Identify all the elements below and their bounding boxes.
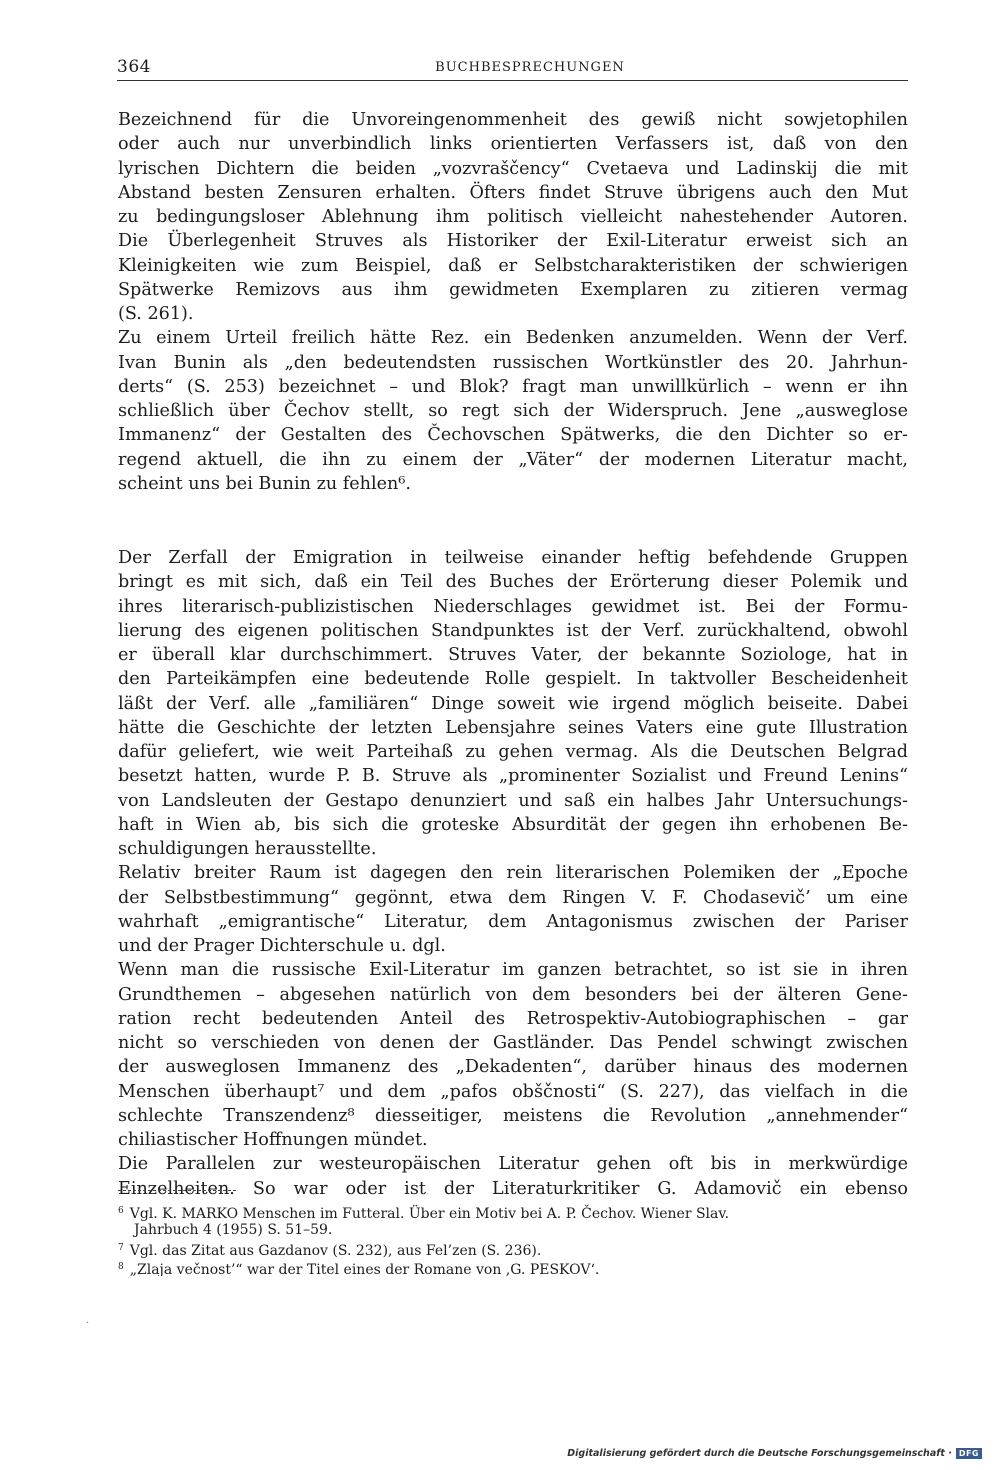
footnote-mark: 8	[118, 1261, 124, 1272]
paragraph-1	[118, 108, 908, 326]
text-line: schuldigungen herausstellte.	[118, 839, 377, 859]
running-head: BUCHBESPRECHUNGEN	[435, 60, 625, 75]
footnote-7	[118, 1239, 908, 1258]
text-line: Bezeichnend für die Unvoreingenommenheit des gewiß nicht sowjetophilen	[118, 110, 908, 130]
text-line: lierung des eigenen politischen Standpunktes ist der Verf. zurückhaltend, obwohl	[118, 620, 908, 641]
text-line: schließlich über Čechov stellt, so regt sich der Widerspruch. Jene „ausweglose	[118, 401, 908, 421]
text-line: ration recht bedeutenden Anteil des Retrospektiv-Autobiographischen – gar	[118, 1008, 908, 1029]
footnotes	[118, 1202, 908, 1276]
text-line: scheint uns bei Bunin zu fehlen⁶.	[118, 473, 412, 494]
text-line: nicht so verschieden von denen der Gastländer. Das Pendel schwingt zwischen	[118, 1033, 908, 1053]
text-line: Abstand besten Zensuren erhalten. Öfters findet Struve übrigens auch den Mut	[118, 182, 908, 203]
footnote-text: „Zlaja večnost’“ war der Titel eines der Romane von ‚G. PESKOV‘.	[129, 1261, 600, 1276]
text-line: Menschen überhaupt⁷ und dem „pafos obščnosti“ (S. 227), das vielfach in die	[118, 1081, 908, 1102]
text-line: Wenn man die russische Exil-Literatur im ganzen betrachtet, so ist sie in ihren	[118, 960, 908, 981]
dfg-logo-icon: DFG	[956, 1448, 982, 1459]
text-line: er überall klar durchschimmert. Struves Vater, der bekannte Soziologe, hat in	[118, 645, 908, 665]
text-line: ihres literarisch-publizistischen Niederschlages gewidmet ist. Bei der Formu-	[118, 596, 908, 617]
text-line: Einzelheiten. So war oder ist der Literaturkritiker G. Adamovič ein ebenso	[118, 1178, 908, 1199]
text-line: Relativ breiter Raum ist dagegen den rein literarischen Polemiken der „Epoche	[118, 863, 908, 884]
text-line: oder auch nur unverbindlich links orientierten Verfassers ist, daß von den	[118, 134, 908, 155]
text-line: chiliastischer Hoffnungen mündet.	[118, 1130, 428, 1150]
page-number: 364	[117, 57, 151, 77]
text-line: Grundthemen – abgesehen natürlich von dem besonders bei der älteren Gene-	[118, 984, 908, 1005]
text-line: besetzt hatten, wurde P. B. Struve als „prominenter Sozialist und Freund Lenins“	[118, 766, 908, 787]
text-line: regend aktuell, die ihn zu einem der „Väter“ der modernen Literatur macht,	[118, 449, 908, 470]
text-line: der Selbstbestimmung“ gegönnt, etwa dem Ringen V. F. Chodasevič’ um eine	[118, 887, 908, 908]
paragraph-4	[118, 861, 908, 958]
text-line: der ausweglosen Immanenz des „Dekadenten“, darüber hinaus des modernen	[118, 1057, 908, 1078]
text-line: derts“ (S. 253) bezeichnet – und Blok? fragt man unwillkürlich – wenn er ihn	[118, 376, 908, 397]
footnote-mark: 7	[118, 1243, 124, 1253]
text-line: wahrhaft „emigrantische“ Literatur, dem Antagonismus zwischen der Pariser	[118, 911, 908, 932]
text-line: läßt der Verf. alle „familiären“ Dinge soweit wie irgend möglich beiseite. Dabei	[118, 693, 908, 714]
text-line: Immanenz“ der Gestalten des Čechovschen Spätwerks, die den Dichter so er-	[118, 425, 908, 446]
text-line: lyrischen Dichtern die beiden „vozvraščency“ Cvetaeva und Ladinskij die mit	[118, 158, 908, 179]
text-line: Zu einem Urteil freilich hätte Rez. ein Bedenken anzumelden. Wenn der Verf.	[118, 328, 908, 349]
body-text	[118, 108, 908, 1201]
scan-mark: ·	[86, 1318, 90, 1329]
text-line: Die Parallelen zur westeuropäischen Literatur gehen oft bis in merkwürdige	[118, 1154, 908, 1175]
text-line: den Parteikämpfen eine bedeutende Rolle gespielt. In taktvoller Bescheidenheit	[118, 669, 908, 690]
footnote-text: Vgl. K. MARKO Menschen im Futteral. Über ein Motiv bei A. P. Čechov. Wiener Slav.	[129, 1206, 730, 1221]
paragraph-3	[118, 546, 908, 861]
text-line: von Landsleuten der Gestapo denunziert und saß ein halbes Jahr Untersuchungs-	[118, 790, 908, 811]
text-line: zu bedingungsloser Ablehnung ihm politisch vielleicht nahestehender Autoren.	[118, 207, 908, 227]
text-line: Der Zerfall der Emigration in teilweise einander heftig befehdende Gruppen	[118, 548, 908, 568]
text-line: Die Überlegenheit Struves als Historiker der Exil-Literatur erweist sich an	[118, 231, 908, 252]
header-rule	[117, 80, 908, 81]
digitization-credit	[567, 1448, 982, 1459]
text-line: schlechte Transzendenz⁸ diesseitiger, meistens die Revolution „annehmender“	[118, 1105, 908, 1126]
text-line: Kleinigkeiten wie zum Beispiel, daß er Selbstcharakteristiken der schwierigen	[118, 255, 908, 276]
paragraph-6	[118, 1152, 908, 1201]
footnote-text: Vgl. das Zitat aus Gazdanov (S. 232), aus Fel’zen (S. 236).	[129, 1243, 542, 1258]
paragraph-2	[118, 326, 908, 496]
footnote-mark: 6	[118, 1206, 124, 1216]
text-line: und der Prager Dichterschule u. dgl.	[118, 936, 446, 956]
footnote-6-continued: Jahrbuch 4 (1955) S. 51–59.	[134, 1221, 333, 1238]
text-line: (S. 261).	[118, 304, 194, 324]
footnote-6	[118, 1202, 908, 1221]
text-line: Spätwerke Remizovs aus ihm gewidmeten Exemplaren zu zitieren vermag	[118, 279, 908, 300]
paragraph-5	[118, 958, 908, 1152]
footnote-8	[118, 1258, 908, 1277]
text-line: Ivan Bunin als „den bedeutendsten russischen Wortkünstler des 20. Jahrhun-	[118, 352, 908, 373]
text-line: haft in Wien ab, bis sich die groteske Absurdität der gegen ihn erhobenen Be-	[118, 814, 908, 835]
credit-text: Digitalisierung gefördert durch die Deutsche Forschungsgemeinschaft ·	[567, 1448, 952, 1459]
footnote-rule	[118, 1190, 236, 1191]
text-line: bringt es mit sich, daß ein Teil des Buches der Erörterung dieser Polemik und	[118, 572, 908, 593]
text-line: hätte die Geschichte der letzten Lebensjahre seines Vaters eine gute Illustration	[118, 717, 908, 738]
text-line: dafür geliefert, wie weit Parteihaß zu gehen vermag. Als die Deutschen Belgrad	[118, 742, 908, 762]
paragraph-gap	[118, 496, 908, 546]
